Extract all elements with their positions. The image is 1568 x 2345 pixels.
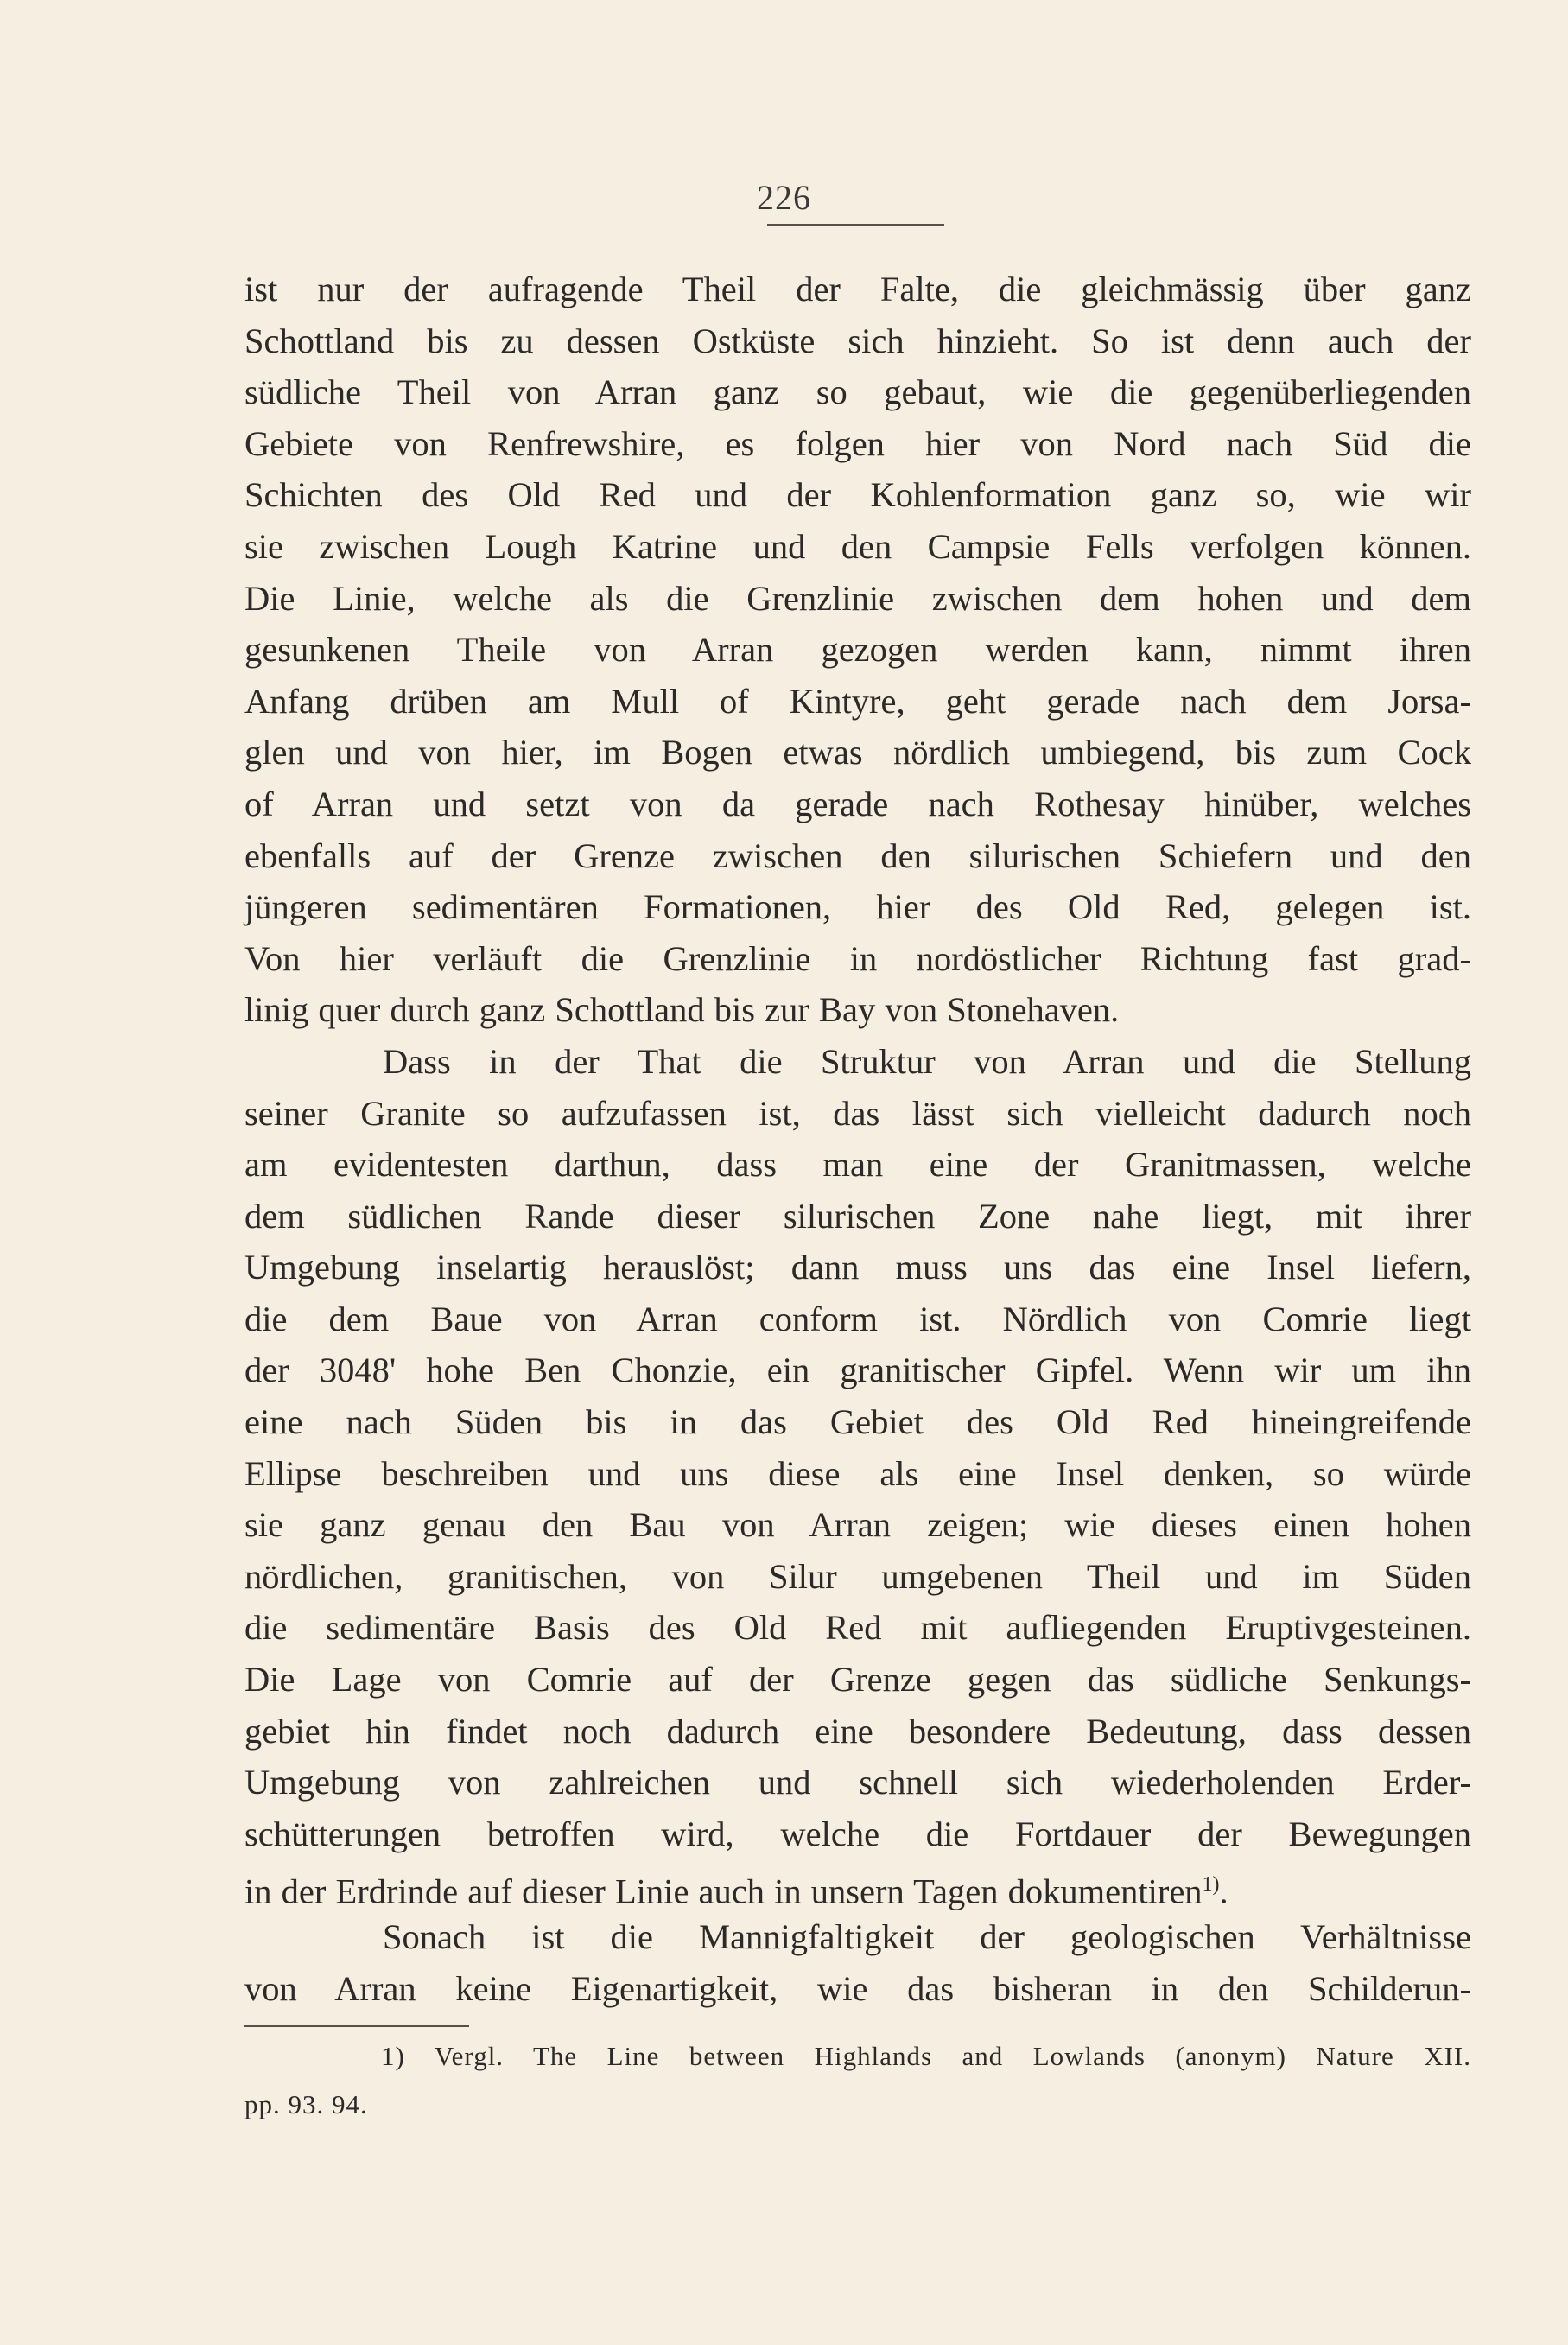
text-line: von Arran keine Eigenartigkeit, wie das bisheran in den Schilderun-	[244, 1968, 1471, 2008]
text-line: der 3048' hohe Ben Chonzie, ein granitischer Gipfel. Wenn wir um ihn	[244, 1350, 1471, 1390]
text-line: Gebiete von Renfrewshire, es folgen hier von Nord nach Süd die	[244, 423, 1471, 463]
text-line: Die Lage von Comrie auf der Grenze gegen das südliche Senkungs-	[244, 1660, 1471, 1700]
text-line: sie ganz genau den Bau von Arran zeigen; wie dieses einen hohen	[244, 1505, 1471, 1545]
main-text	[244, 264, 1471, 2014]
text-line: eine nach Süden bis in das Gebiet des Old Red hineingreifende	[244, 1402, 1471, 1442]
text-line: ebenfalls auf der Grenze zwischen den silurischen Schiefern und den	[244, 836, 1471, 875]
text-line: Ellipse beschreiben und uns diese als eine Insel denken, so würde	[244, 1453, 1471, 1493]
paragraph-start-line: Sonach ist die Mannigfaltigkeit der geologischen Verhältnisse	[383, 1917, 1471, 1956]
footnote-separator	[244, 2025, 469, 2027]
page-number-rule	[767, 224, 944, 226]
text-line: nördlichen, granitischen, von Silur umgebenen Theil und im Süden	[244, 1556, 1471, 1596]
footnote-marker: 1)	[1202, 1873, 1220, 1897]
text-line: die dem Baue von Arran conform ist. Nördlich von Comrie liegt	[244, 1299, 1471, 1338]
text-line: Schichten des Old Red und der Kohlenformation ganz so, wie wir	[244, 475, 1471, 515]
footnote-line: pp. 93. 94.	[244, 2089, 368, 2119]
text-line: gebiet hin findet noch dadurch eine besondere Bedeutung, dass dessen	[244, 1711, 1471, 1751]
text-line: am evidentesten darthun, dass man eine der Granitmassen, welche	[244, 1145, 1471, 1185]
text-line: glen und von hier, im Bogen etwas nördlich umbiegend, bis zum Cock	[244, 733, 1471, 772]
paragraph-start-line: Dass in der That die Struktur von Arran und die Stellung	[383, 1041, 1471, 1081]
page-number: 226	[757, 178, 811, 217]
text-line: linig quer durch ganz Schottland bis zur Bay von Stonehaven.	[244, 990, 1120, 1030]
text-line: die sedimentäre Basis des Old Red mit aufliegenden Eruptivgesteinen.	[244, 1608, 1471, 1648]
text-line: sie zwischen Lough Katrine und den Campsie Fells verfolgen können.	[244, 526, 1471, 566]
text-line: Umgebung inselartig herauslöst; dann muss uns das eine Insel liefern,	[244, 1248, 1471, 1287]
footnote-line: 1) Vergl. The Line between Highlands and Lowlands (anonym) Nature XII.	[381, 2041, 1471, 2071]
text-line: of Arran und setzt von da gerade nach Rothesay hinüber, welches	[244, 784, 1471, 823]
text-line: Von hier verläuft die Grenzlinie in nordöstlicher Richtung fast grad-	[244, 938, 1471, 978]
text-line: seiner Granite so aufzufassen ist, das lässt sich vielleicht dadurch noch	[244, 1093, 1471, 1133]
text-line: ist nur der aufragende Theil der Falte, die gleichmässig über ganz	[244, 270, 1471, 308]
text-line-content: in der Erdrinde auf dieser Linie auch in unsern Tagen dokumentiren	[244, 1872, 1203, 1911]
text-line: südliche Theil von Arran ganz so gebaut, wie die gegenüberliegenden	[244, 372, 1471, 412]
text-line: gesunkenen Theile von Arran gezogen werden kann, nimmt ihren	[244, 630, 1471, 670]
text-line: Umgebung von zahlreichen und schnell sich wiederholenden Erder-	[244, 1763, 1471, 1802]
footnote-reference-line: in der Erdrinde auf dieser Linie auch in unsern Tagen dokumentiren$^{1)}$.	[244, 1872, 1228, 1911]
text-line: schütterungen betroffen wird, welche die Fortdauer der Bewegungen	[244, 1814, 1471, 1853]
footnotes	[244, 2032, 1471, 2129]
text-line: dem südlichen Rande dieser silurischen Zone nahe liegt, mit ihrer	[244, 1196, 1471, 1236]
text-line: Schottland bis zu dessen Ostküste sich hinzieht. So ist denn auch der	[244, 321, 1471, 360]
text-line: Anfang drüben am Mull of Kintyre, geht gerade nach dem Jorsa-	[244, 681, 1471, 721]
text-line: Die Linie, welche als die Grenzlinie zwischen dem hohen und dem	[244, 578, 1471, 618]
text-line: jüngeren sedimentären Formationen, hier des Old Red, gelegen ist.	[244, 887, 1471, 927]
